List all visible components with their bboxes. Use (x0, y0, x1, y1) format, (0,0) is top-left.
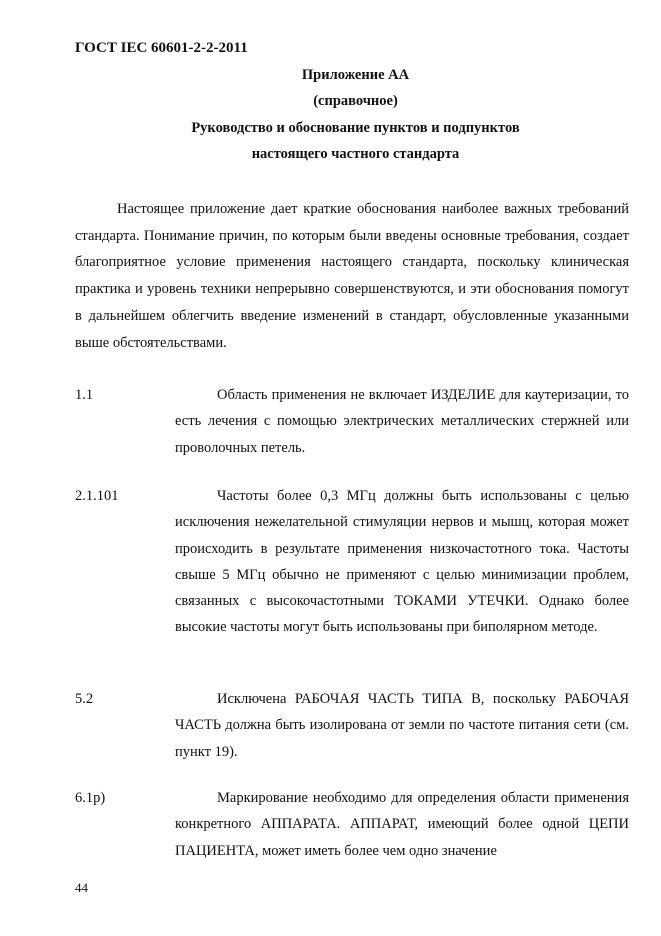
clause-number: 6.1р) (75, 790, 106, 806)
clause-5-2 (75, 686, 629, 765)
clause-number: 1.1 (75, 387, 94, 403)
clause-text: Область применения не включает ИЗДЕЛИЕ для каутеризации, то есть лечения с помощью электрических металлических стержней или проволочных петель. (175, 387, 629, 456)
clause-1-1 (75, 382, 629, 461)
clause-text: Маркирование необходимо для определения области применения конкретного АППАРАТА. АППАРАТ, имеющий более одной ЦЕПИ ПАЦИЕНТА, может иметь более чем одно значение (175, 790, 629, 859)
annex-subject-line-2: настоящего частного стандарта (251, 146, 460, 162)
intro-paragraph: Настоящее приложение дает краткие обоснования наиболее важных требований стандарта. Понимание причин, по которым были введены основные требования, создает благоприятное условие применения настоящего стандарта, поскольку клиническая практика и уровень техники непрерывно совершенствуются, и эти обоснования помогут в дальнейшем облегчить введение изменений в стандарт, обусловленные указанными выше обстоятельствами. (75, 201, 629, 351)
clause-number: 2.1.101 (75, 488, 119, 504)
annex-title: Приложение АА (301, 67, 410, 83)
clause-text: Исключена РАБОЧАЯ ЧАСТЬ ТИПА В, поскольку РАБОЧАЯ ЧАСТЬ должна быть изолирована от земли по частоте питания сети (см. пункт 19). (175, 691, 629, 760)
annex-type: (справочное) (313, 93, 398, 109)
clause-text: Частоты более 0,3 МГц должны быть использованы с целью исключения нежелательной стимуляции нервов и мышц, которая может происходить в результате применения низкочастотного тока. Частоты свыше 5 МГц обычно не применяют с целью минимизации проблем, связанных с высокочастотными ТОКАМИ УТЕЧКИ. Однако более высокие частоты могут быть использованы при биполярном методе. (175, 488, 629, 636)
standard-identifier: ГОСТ IEC 60601-2-2-2011 (75, 40, 248, 56)
clause-6-1p (75, 785, 629, 864)
page-number: 44 (75, 880, 88, 895)
annex-subject-line-1: Руководство и обоснование пунктов и подпунктов (191, 120, 520, 136)
clause-number: 5.2 (75, 691, 94, 707)
clause-2-1-101 (75, 483, 629, 641)
